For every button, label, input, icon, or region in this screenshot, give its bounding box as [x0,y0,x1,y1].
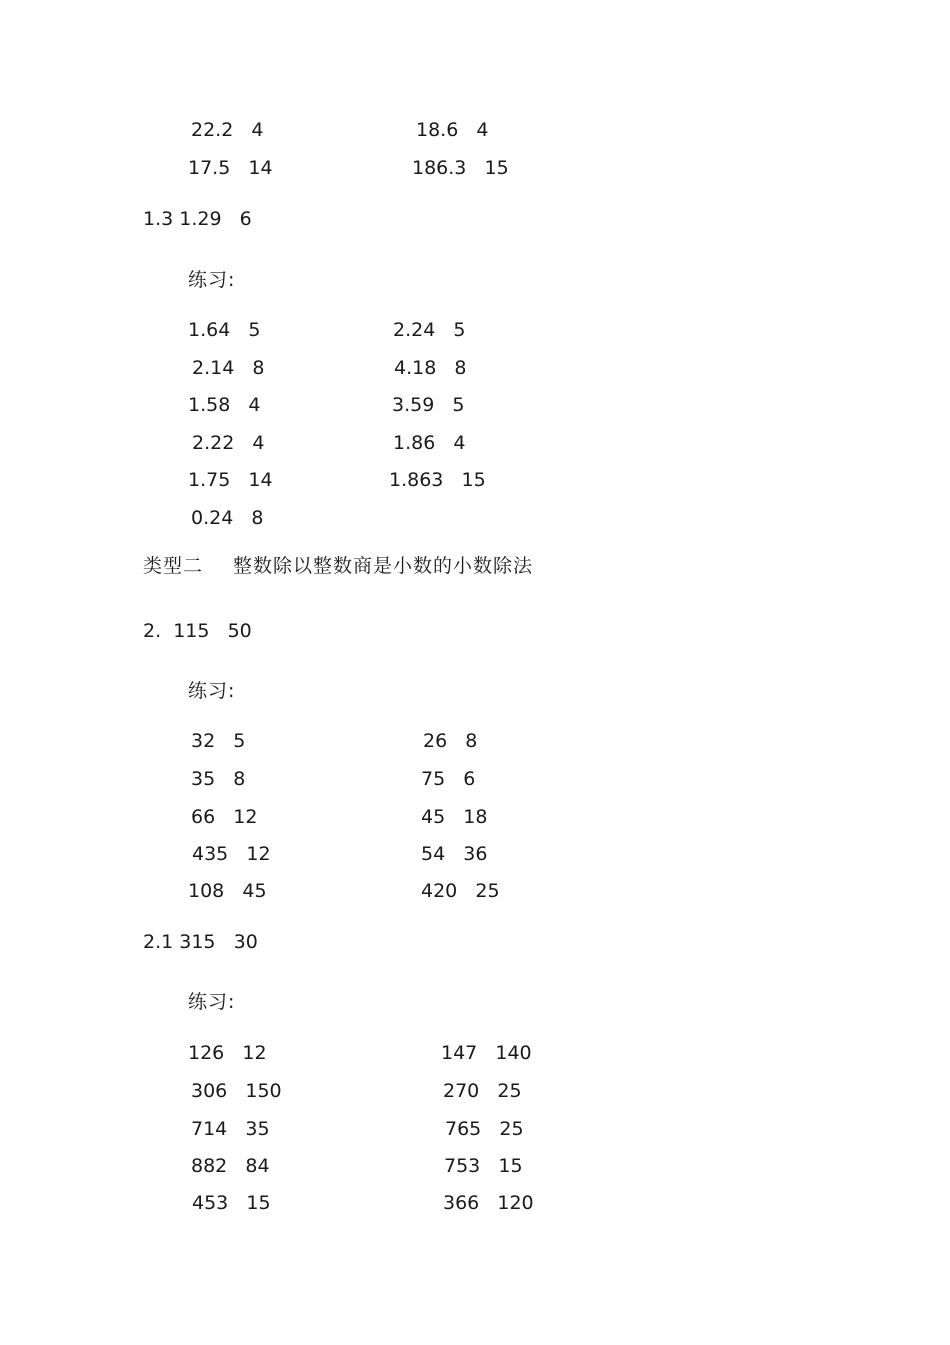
example-problem: 2.1 315 30 [143,931,258,953]
problem-text: 186.3 15 [412,157,509,179]
problem-text: 3.59 5 [392,394,465,416]
problem-text: 753 15 [444,1155,523,1177]
problem-text: 26 8 [423,730,478,752]
problem-text: 17.5 14 [188,157,273,179]
problem-text: 2.14 8 [192,357,265,379]
problem-text: 0.24 8 [191,507,264,529]
problem-text: 147 140 [441,1042,532,1064]
problem-text: 66 12 [191,806,258,828]
section-title: 整数除以整数商是小数的小数除法 [233,555,534,577]
section-type-label: 类型二 [143,555,204,577]
problem-text: 54 36 [421,843,488,865]
practice-label: 练习: [188,269,236,291]
problem-text: 1.86 4 [393,432,466,454]
problem-text: 882 84 [191,1155,270,1177]
problem-text: 1.58 4 [188,394,261,416]
problem-text: 765 25 [445,1118,524,1140]
problem-text: 270 25 [443,1080,522,1102]
problem-text: 18.6 4 [416,119,489,141]
problem-text: 4.18 8 [394,357,467,379]
problem-text: 420 25 [421,880,500,902]
problem-text: 366 120 [443,1192,534,1214]
problem-text: 45 18 [421,806,488,828]
example-problem: 1.3 1.29 6 [143,208,252,230]
problem-text: 1.75 14 [188,469,273,491]
problem-text: 453 15 [192,1192,271,1214]
problem-text: 435 12 [192,843,271,865]
practice-label: 练习: [188,680,236,702]
problem-text: 75 6 [421,768,476,790]
problem-text: 2.22 4 [192,432,265,454]
problem-text: 35 8 [191,768,246,790]
problem-text: 22.2 4 [191,119,264,141]
problem-text: 1.863 15 [389,469,486,491]
problem-text: 32 5 [191,730,246,752]
problem-text: 108 45 [188,880,267,902]
problem-text: 1.64 5 [188,319,261,341]
problem-text: 126 12 [188,1042,267,1064]
example-problem: 2. 115 50 [143,620,252,642]
problem-text: 306 150 [191,1080,282,1102]
problem-text: 714 35 [191,1118,270,1140]
problem-text: 2.24 5 [393,319,466,341]
practice-label: 练习: [188,991,236,1013]
